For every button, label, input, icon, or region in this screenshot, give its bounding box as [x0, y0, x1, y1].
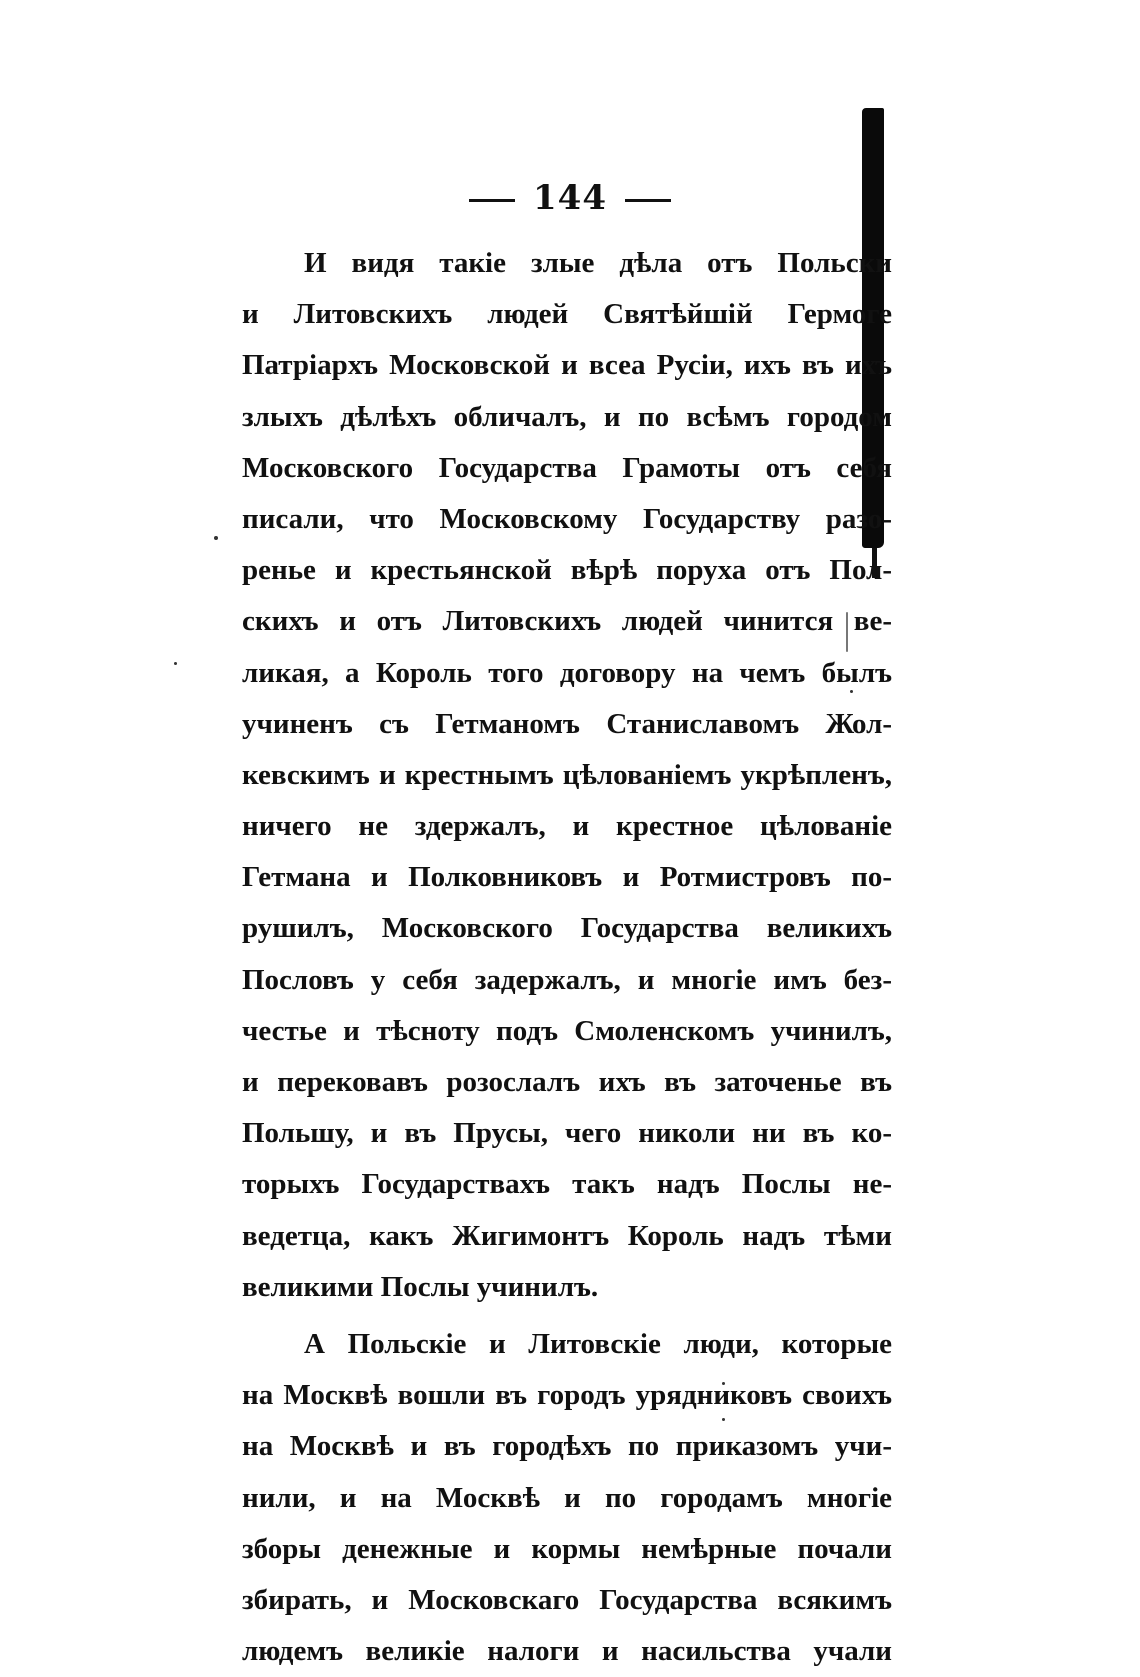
text-line: ренье и крестьянской вѣрѣ поруха отъ Пол- — [242, 554, 892, 587]
text-line: нили, и на Москвѣ и по городамъ многіе — [242, 1481, 892, 1514]
text-line: и Литовскихъ людей Святѣйшій Гермоге — [242, 298, 892, 331]
text-line: рушилъ, Московского Государства великихъ — [242, 912, 892, 945]
text-line: людемъ великіе налоги и насильства учали — [242, 1635, 892, 1668]
text-line: кевскимъ и креcтнымъ цѣлованіемъ укрѣпленъ, — [242, 758, 892, 791]
body-text — [242, 238, 892, 1677]
text-line: злыхъ дѣлѣхъ обличалъ, и по всѣмъ городом — [242, 400, 892, 433]
text-line: Патріархъ Московской и всеа Русіи, ихъ въ ихъ — [242, 349, 892, 382]
dash-right — [625, 199, 671, 202]
text-line: писали, что Московскому Государству разо- — [242, 502, 892, 535]
text-line: торыхъ Государствахъ такъ надъ Послы не- — [242, 1168, 892, 1201]
text-line: И видя такіе злые дѣла отъ Польски — [304, 247, 892, 279]
text-line: учиненъ съ Гетманомъ Станиславомъ Жол- — [242, 707, 892, 740]
text-line: на Москвѣ вошли въ городъ урядниковъ своихъ — [242, 1379, 892, 1412]
text-line: ничего не здержалъ, и крестное цѣлованіе — [242, 810, 892, 843]
text-line: ликая, а Король того договору на чемъ былъ — [242, 656, 892, 689]
text-line: Пословъ у себя задержалъ, и многіе имъ без- — [242, 963, 892, 996]
text-line: Московского Государства Грамоты отъ себя — [242, 451, 892, 484]
text-line: Польшу, и въ Прусы, чего николи ни въ ко- — [242, 1117, 892, 1150]
text-line: Гетмана и Полковниковъ и Ротмистровъ по- — [242, 861, 892, 894]
text-line: на Москвѣ и въ городѣхъ по приказомъ учи- — [242, 1430, 892, 1463]
ink-speck — [174, 662, 177, 665]
paragraph-2 — [242, 1319, 892, 1677]
text-line: ведетца, какъ Жигимонтъ Король надъ тѣми — [242, 1219, 892, 1252]
page-number-text: 144 — [533, 178, 607, 218]
page-number — [0, 178, 1140, 218]
text-line: зборы денежные и кормы немѣрные почали — [242, 1532, 892, 1565]
text-line: збирать, и Московскаго Государства всякимъ — [242, 1583, 892, 1616]
dash-left — [469, 199, 515, 202]
text-line: А Польскіе и Литовскіе люди, которые — [304, 1327, 892, 1360]
text-line: и перековавъ розослалъ ихъ въ заточенье въ — [242, 1066, 892, 1098]
text-line: скихъ и отъ Литовскихъ людей чинится ве- — [242, 605, 892, 638]
paragraph-1 — [242, 238, 892, 1313]
text-line: честье и тѣсноту подъ Смоленскомъ учинилъ, — [242, 1014, 892, 1047]
text-line: великими Послы учинилъ. — [242, 1270, 599, 1303]
ink-speck — [214, 536, 218, 540]
